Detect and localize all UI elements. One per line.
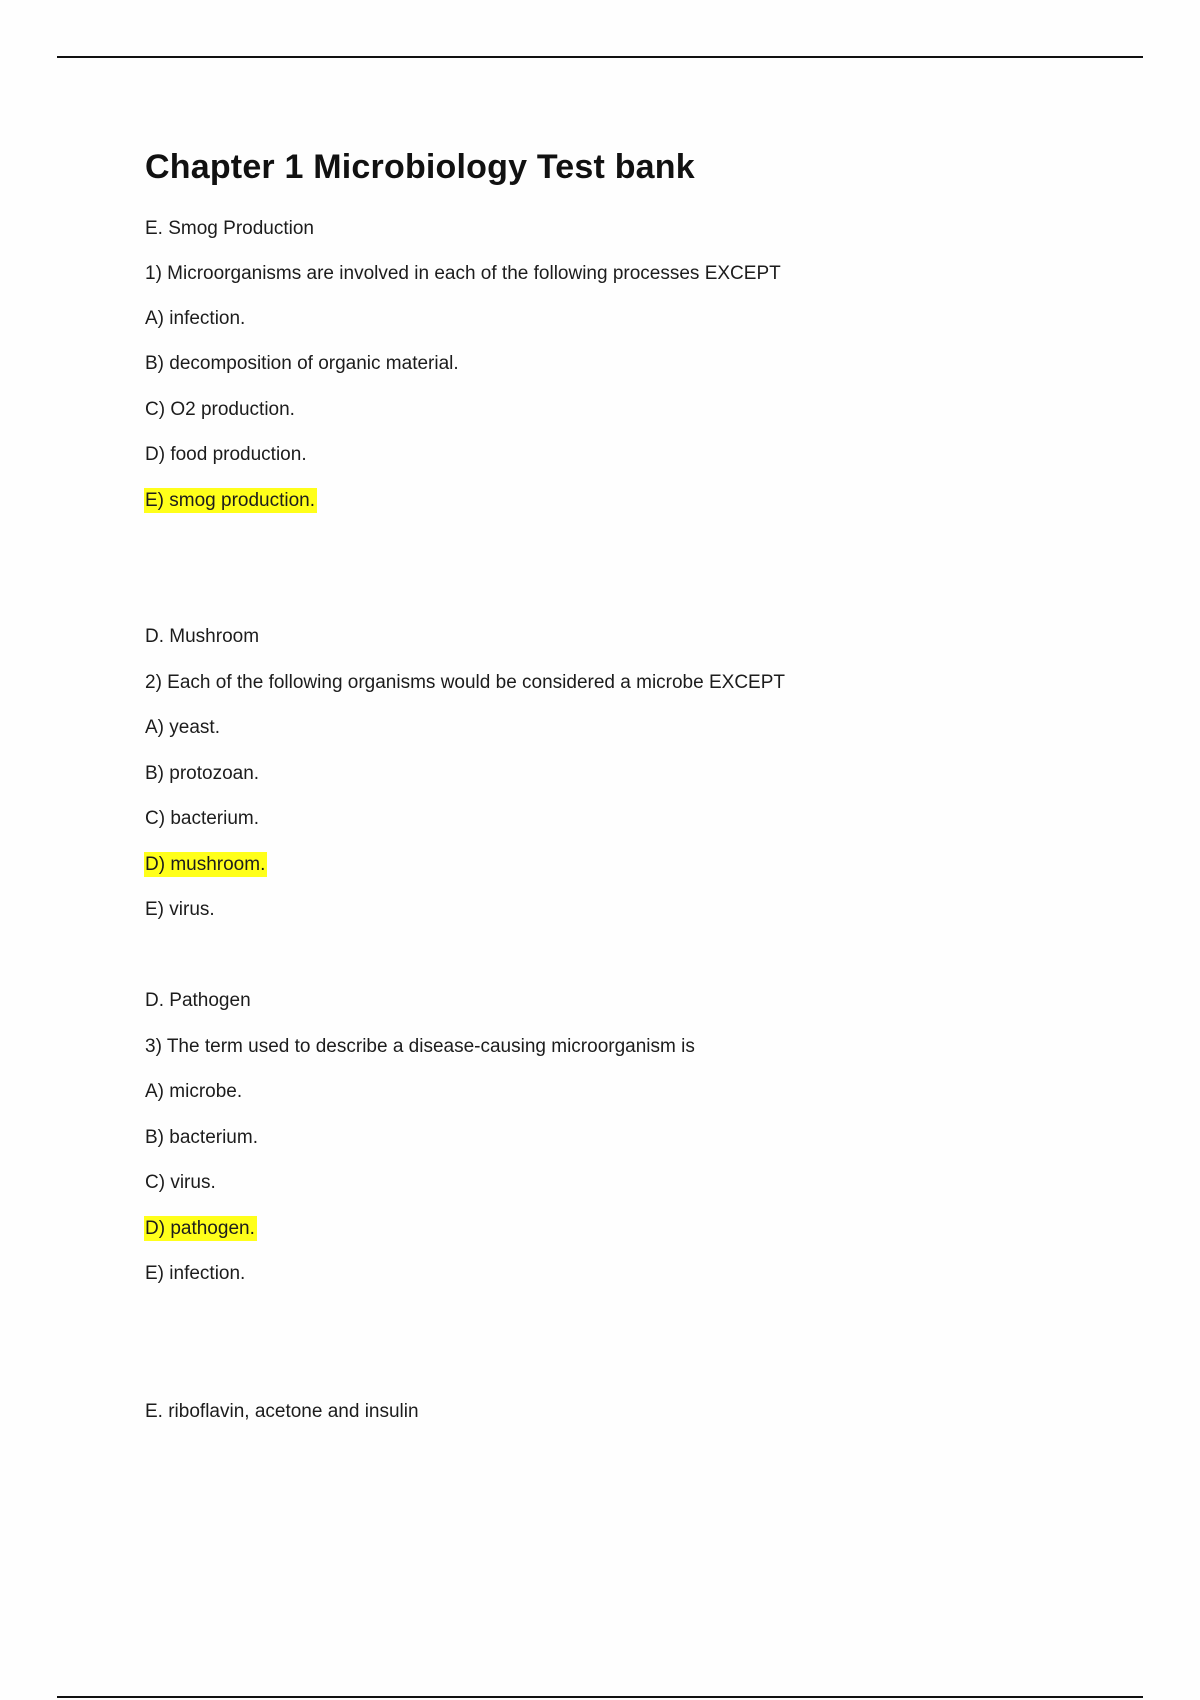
question-2: 2) Each of the following organisms would be considered a microbe EXCEPT: [145, 672, 785, 693]
question-3: 3) The term used to describe a disease-causing microorganism is: [145, 1036, 695, 1057]
option-3d-highlighted: [145, 1216, 257, 1242]
highlighted-answer: D) pathogen.: [145, 1218, 255, 1239]
option-1c: C) O2 production.: [145, 399, 295, 420]
option-3a: A) microbe.: [145, 1081, 243, 1102]
answer-label-4: E. riboflavin, acetone and insulin: [145, 1401, 419, 1422]
option-3e: E) infection.: [145, 1263, 246, 1284]
option-1d: D) food production.: [145, 444, 307, 465]
option-2d-highlighted: [145, 852, 267, 878]
header-rule: [57, 56, 1143, 58]
footer-rule: [57, 1696, 1143, 1698]
question-1: 1) Microorganisms are involved in each of the following processes EXCEPT: [145, 263, 781, 284]
option-2a: A) yeast.: [145, 717, 220, 738]
document-title: Chapter 1 Microbiology Test bank: [145, 148, 695, 186]
option-1b: B) decomposition of organic material.: [145, 353, 459, 374]
option-3c: C) virus.: [145, 1172, 216, 1193]
answer-label-1: E. Smog Production: [145, 218, 314, 239]
highlighted-answer: E) smog production.: [145, 490, 316, 511]
option-1e-highlighted: [145, 488, 317, 514]
highlighted-answer: D) mushroom.: [145, 854, 266, 875]
option-1a: A) infection.: [145, 308, 246, 329]
option-3b: B) bacterium.: [145, 1127, 258, 1148]
answer-label-2: D. Mushroom: [145, 626, 260, 647]
answer-label-3: D. Pathogen: [145, 990, 251, 1011]
option-2e: E) virus.: [145, 899, 215, 920]
option-2c: C) bacterium.: [145, 808, 260, 829]
option-2b: B) protozoan.: [145, 763, 260, 784]
